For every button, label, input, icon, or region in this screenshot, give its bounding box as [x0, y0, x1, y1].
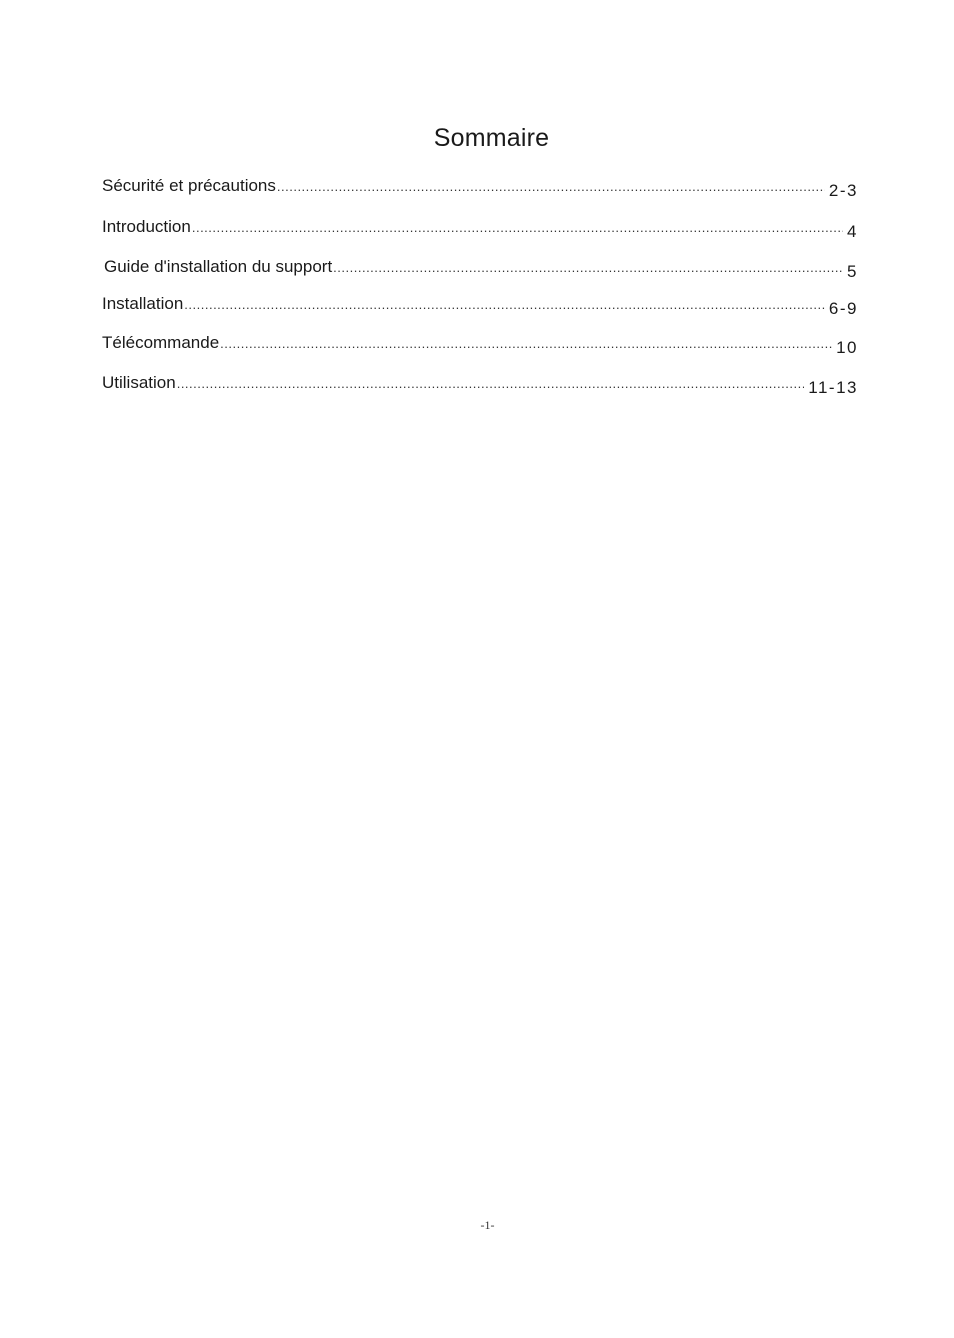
toc-entry-telecommande [102, 333, 858, 357]
toc-dot-leader [192, 220, 843, 235]
toc-entry-utilisation [102, 373, 858, 397]
toc-entry-page: 5 [847, 262, 858, 281]
toc-entry-securite [102, 176, 858, 200]
toc-entry-label: Télécommande [102, 333, 220, 352]
toc-entry-guide-support [104, 257, 858, 281]
toc-entry-label: Installation [102, 294, 184, 313]
toc-entry-installation [102, 294, 858, 318]
toc-entry-page: 11-13 [808, 378, 858, 397]
toc-entry-introduction [102, 217, 858, 241]
toc-entry-page: 2-3 [828, 181, 858, 200]
toc-entry-label: Utilisation [102, 373, 176, 392]
page-title: Sommaire [433, 124, 550, 152]
toc-entry-page: 4 [847, 222, 858, 241]
toc-entry-page: 6-9 [828, 299, 858, 318]
toc-entry-label: Guide d'installation du support [104, 257, 333, 276]
footer-page-number: -1- [480, 1218, 495, 1232]
toc-dot-leader [220, 336, 832, 351]
toc-entry-label: Introduction [102, 217, 191, 236]
toc-dot-leader [184, 297, 825, 312]
toc-entry-page: 10 [836, 338, 858, 357]
toc-dot-leader [177, 376, 805, 391]
toc-entry-label: Sécurité et précautions [102, 176, 276, 195]
toc-dot-leader [277, 179, 825, 194]
toc-dot-leader [333, 260, 843, 275]
